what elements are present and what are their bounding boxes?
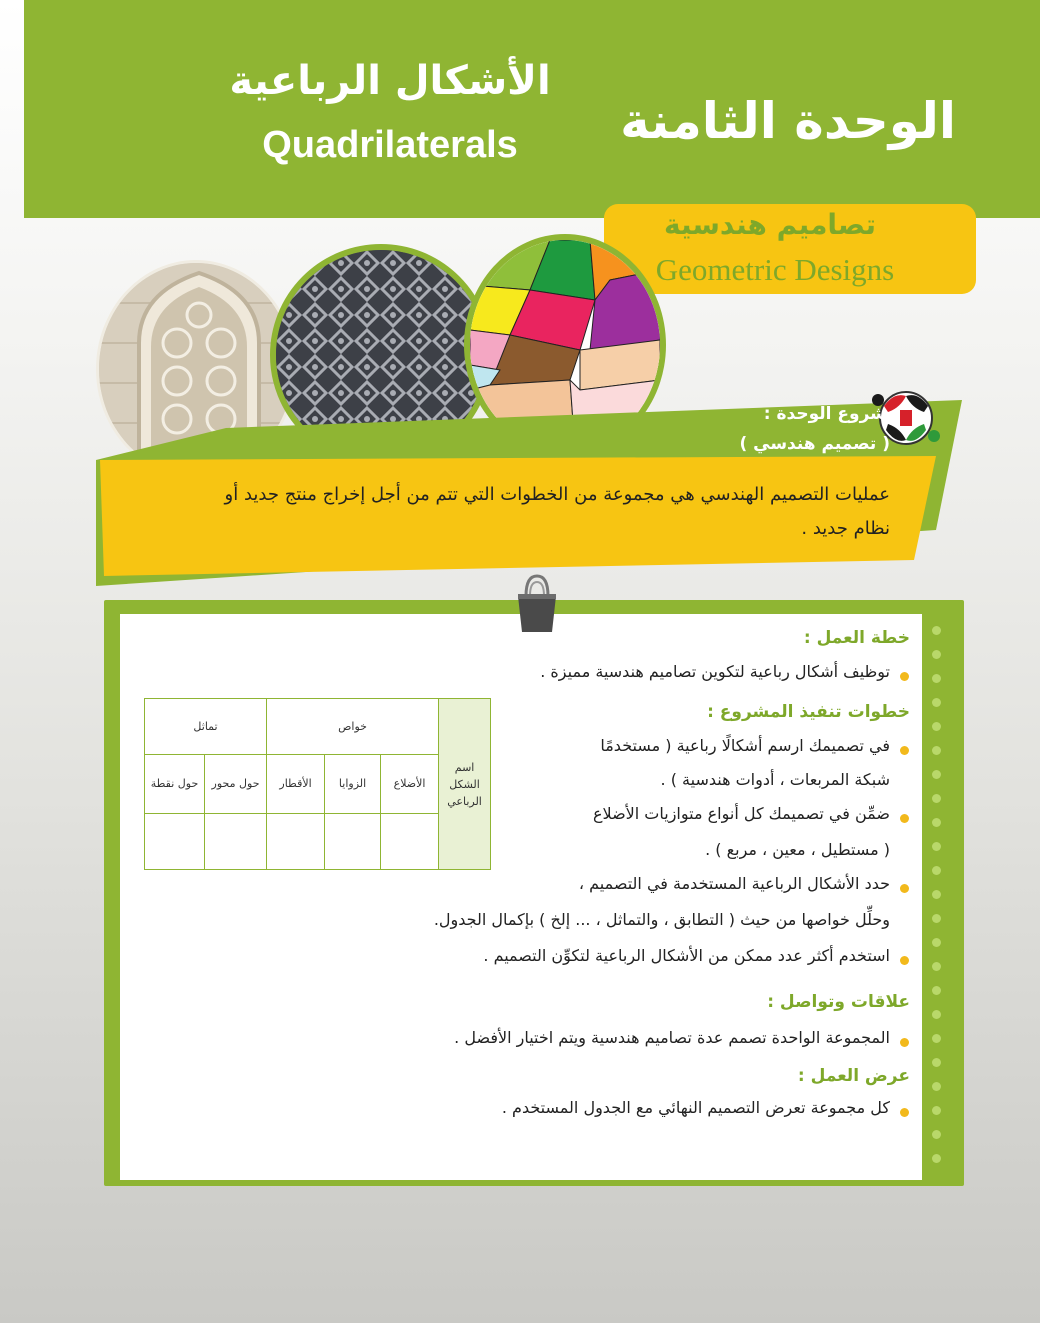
project-intro (150, 478, 890, 546)
spiral-dot (932, 674, 941, 683)
spiral-dot (932, 650, 941, 659)
intro-line-1: عمليات التصميم الهندسي هي مجموعة من الخطوات التي تتم من أجل إخراج منتج جديد أو (224, 484, 890, 505)
spiral-dot (932, 1106, 941, 1115)
spiral-dot (932, 794, 941, 803)
binder-clip-icon (512, 572, 562, 634)
step-line-6: وحلِّل خواصها من حيث ( التطابق ، والتماثل ، ... إلخ ) بإكمال الجدول. (433, 910, 890, 929)
bullet-icon (900, 1108, 909, 1117)
spiral-dot (932, 626, 941, 635)
spiral-dot (932, 1130, 941, 1139)
bullet-icon (900, 884, 909, 893)
step-line-3: ضمِّن في تصميمك كل أنواع متوازيات الأضلاع (592, 804, 890, 823)
bullet-icon (900, 746, 909, 755)
spiral-dot (932, 986, 941, 995)
spiral-dot (932, 914, 941, 923)
unit-title: الوحدة الثامنة (620, 92, 956, 150)
step-line-4: ( مستطيل ، معين ، مربع ) . (705, 840, 890, 859)
spiral-dot (932, 1010, 941, 1019)
spiral-dot (932, 842, 941, 851)
table-cell (381, 813, 439, 869)
properties-table (144, 698, 491, 870)
project-label: مشروع الوحدة : (763, 404, 898, 424)
plan-item-1: توظيف أشكال رباعية لتكوين تصاميم هندسية مميزة . (540, 662, 890, 681)
step-line-5: حدد الأشكال الرباعية المستخدمة في التصميم ، (578, 874, 890, 893)
step-line-2: شبكة المربعات ، أدوات هندسية ) . (660, 770, 890, 789)
step-line-1: في تصميمك ارسم أشكالًا رباعية ( مستخدمًا (600, 736, 890, 755)
col-axis-symmetry: حول محور (205, 755, 267, 813)
spiral-dot (932, 1058, 941, 1067)
badge-title-english: Geometric Designs (655, 252, 895, 287)
steps-heading: خطوات تنفيذ المشروع : (707, 702, 910, 722)
spiral-dot (932, 866, 941, 875)
spiral-dot (932, 962, 941, 971)
col-sides: الأضلاع (381, 755, 439, 813)
spiral-dot (932, 698, 941, 707)
spiral-dot (932, 1154, 941, 1163)
table-cell (145, 813, 205, 869)
presentation-item-1: كل مجموعة تعرض التصميم النهائي مع الجدول المستخدم . (501, 1098, 890, 1117)
spiral-dot (932, 938, 941, 947)
spiral-dot (932, 722, 941, 731)
shape-name-header: اسم الشكل الرباعي (439, 699, 491, 870)
badge-title-arabic: تصاميم هندسية (663, 208, 877, 241)
bullet-icon (900, 672, 909, 681)
chapter-title-arabic: الأشكال الرباعية (229, 58, 551, 104)
project-name: ( تصميم هندسي ) (739, 434, 890, 454)
col-point-symmetry: حول نقطة (145, 755, 205, 813)
spiral-dot (932, 1082, 941, 1091)
presentation-heading: عرض العمل : (797, 1066, 910, 1086)
bullet-icon (900, 956, 909, 965)
chapter-title-english: Quadrilaterals (262, 124, 518, 166)
spiral-dot (932, 746, 941, 755)
bullet-icon (900, 814, 909, 823)
col-angles: الزوايا (325, 755, 381, 813)
relations-item-1: المجموعة الواحدة تصمم عدة تصاميم هندسية ويتم اختيار الأفضل . (454, 1028, 890, 1047)
spiral-dot (932, 890, 941, 899)
properties-header: خواص (267, 699, 439, 755)
plan-heading: خطة العمل : (803, 628, 910, 648)
table-cell (267, 813, 325, 869)
spiral-dot (932, 818, 941, 827)
relations-heading: علاقات وتواصل : (767, 992, 910, 1012)
table-cell (205, 813, 267, 869)
symmetry-header: تماثل (145, 699, 267, 755)
notebook-spiral (932, 626, 944, 1186)
bullet-icon (900, 1038, 909, 1047)
intro-line-2: نظام جديد . (801, 518, 890, 539)
col-diagonals: الأقطار (267, 755, 325, 813)
step-line-7: استخدم أكثر عدد ممكن من الأشكال الرباعية لتكوِّن التصميم . (483, 946, 890, 965)
spiral-dot (932, 770, 941, 779)
spiral-dot (932, 1034, 941, 1043)
table-cell (325, 813, 381, 869)
